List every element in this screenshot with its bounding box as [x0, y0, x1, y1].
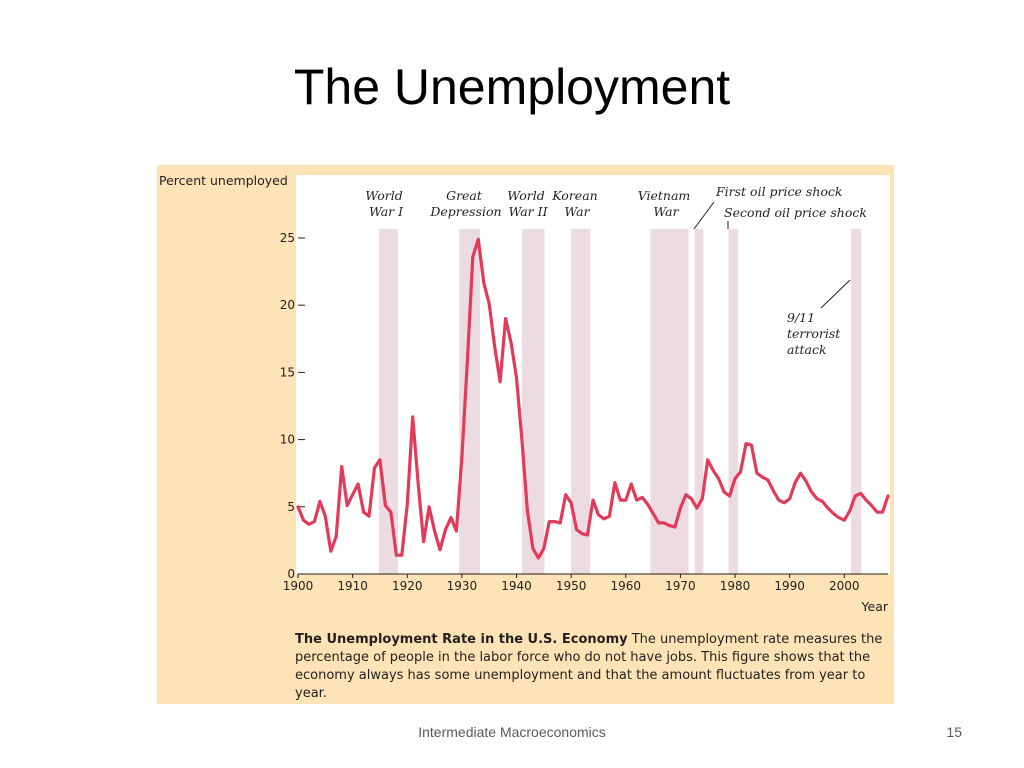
shaded-period-band [851, 229, 861, 574]
chart-figure [157, 165, 894, 704]
x-tick-label: 1940 [501, 579, 532, 593]
x-tick-label: 1950 [555, 579, 587, 593]
annotation-world-war-i: World War I [365, 188, 404, 219]
caption-body: The unemployment rate measures the percentage of people in the labor force who do not have jobs. This figure shows that the economy always has some unemployment and that the amount fluctuates from year to year. [295, 632, 883, 701]
annotation-great-depression: Great Depression [430, 188, 502, 219]
annotation-second-oil-price-shock: Second oil price shock [724, 205, 867, 220]
annotation-vietnam-war: Vietnam War [637, 188, 691, 219]
x-tick-label: 1970 [665, 579, 696, 593]
x-tick-label: 1960 [610, 579, 642, 593]
y-tick-label: 25 [279, 231, 295, 245]
footer-text: Intermediate Macroeconomics [418, 724, 606, 740]
x-tick-label: 1980 [719, 579, 751, 593]
x-axis-title: Year [861, 599, 888, 614]
unemployment-chart [157, 165, 894, 704]
y-tick-label: 0 [287, 567, 295, 581]
shaded-period-band [379, 229, 398, 574]
annotation-korean-war: Korean War [552, 188, 598, 219]
y-tick-label: 20 [279, 298, 295, 313]
y-tick-label: 5 [287, 499, 295, 514]
page-number: 15 [946, 724, 962, 740]
annotation-first-oil-price-shock: First oil price shock [716, 184, 843, 199]
x-tick-label: 1920 [391, 579, 423, 593]
annotation-world-war-ii: World War II [507, 188, 548, 219]
shaded-period-band [729, 229, 739, 574]
shaded-period-band [522, 229, 544, 574]
shaded-period-band [459, 229, 480, 574]
x-tick-label: 1930 [446, 579, 478, 593]
x-tick-label: 1990 [774, 579, 805, 593]
annotation-9-11-terrorist-attack: 9/11 terrorist attack [787, 310, 841, 357]
y-tick-label: 10 [279, 432, 295, 447]
x-tick-label: 2000 [829, 579, 860, 593]
x-tick-label: 1910 [337, 579, 368, 593]
figure-caption [295, 631, 885, 703]
slide-title: The Unemployment [293, 59, 731, 115]
shaded-period-band [650, 229, 688, 574]
x-tick-label: 1900 [282, 579, 314, 593]
y-tick-label: 15 [279, 365, 295, 380]
shaded-period-band [695, 229, 704, 574]
y-axis-title: Percent unemployed [159, 173, 288, 188]
caption-title: The Unemployment Rate in the U.S. Economy [295, 632, 628, 647]
